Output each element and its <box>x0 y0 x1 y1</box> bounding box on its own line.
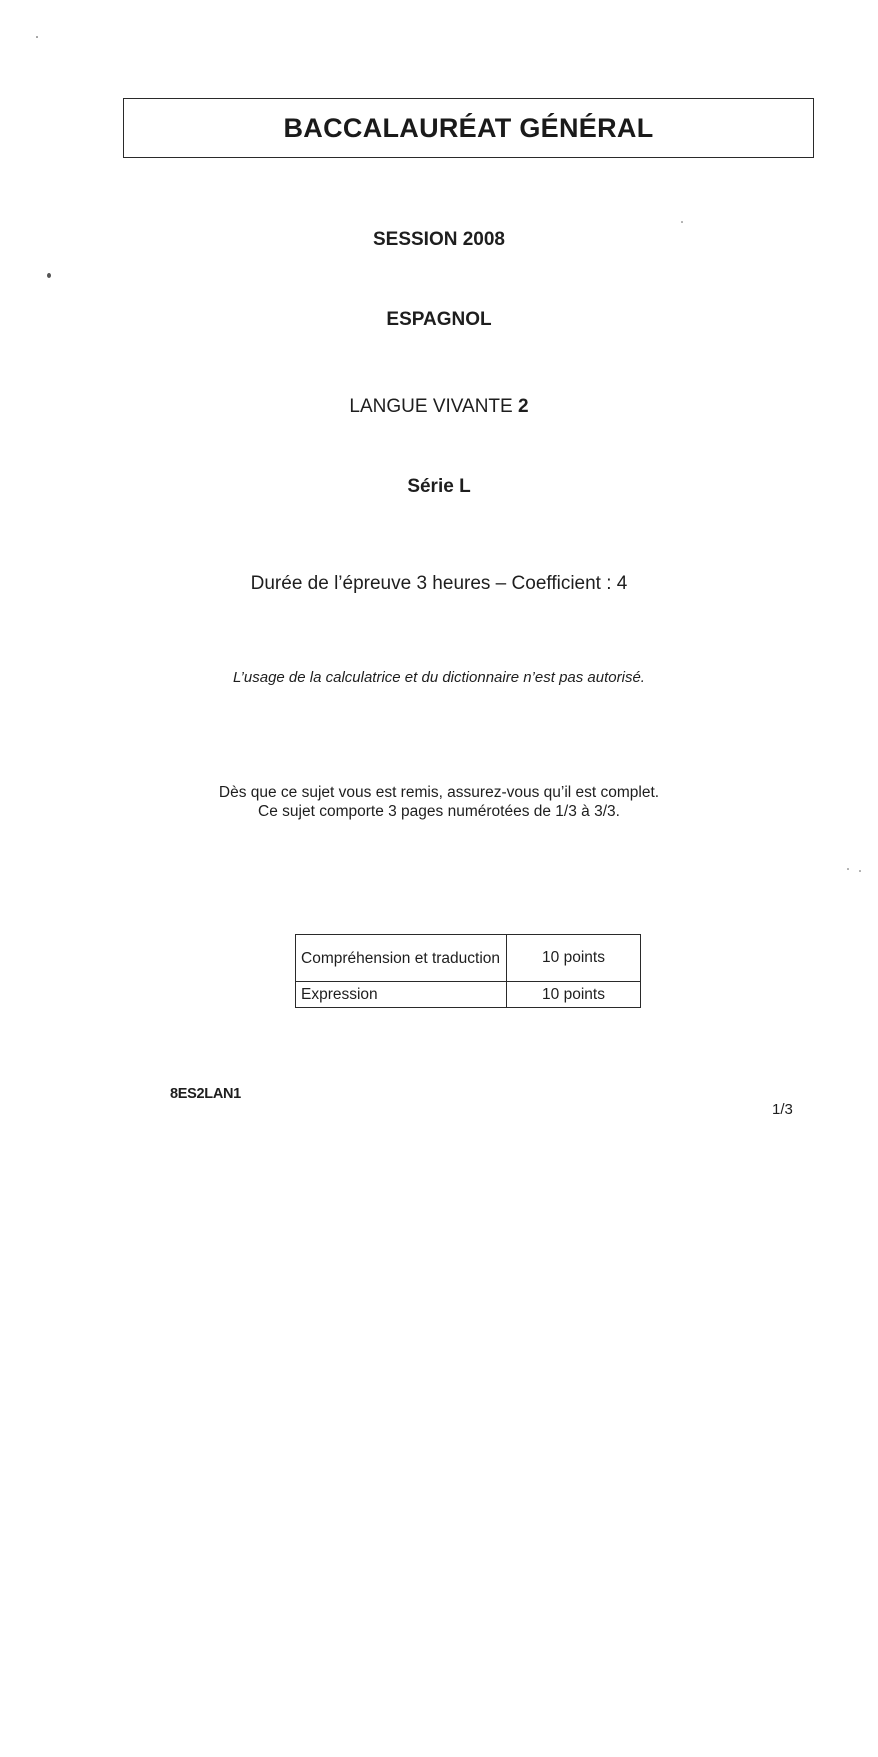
language-level <box>0 396 878 418</box>
table-row <box>296 935 641 982</box>
instruction-line: Dès que ce sujet vous est remis, assurez-vous qu’il est complet. <box>218 784 660 801</box>
title-box <box>123 98 814 158</box>
duration-coefficient: Durée de l’épreuve 3 heures – Coefficient : 4 <box>250 573 628 594</box>
table-cell-part: Compréhension et traduction <box>296 935 507 982</box>
session-heading: SESSION 2008 <box>372 229 506 250</box>
page-number: 1/3 <box>772 1101 793 1118</box>
language-level-label: LANGUE VIVANTE <box>349 396 518 417</box>
scan-speck <box>47 273 51 278</box>
instructions <box>0 783 878 821</box>
calculator-note: L’usage de la calculatrice et du dictionnaire n’est pas autorisé. <box>233 669 645 686</box>
scoring-table <box>295 934 641 1008</box>
serie-heading: Série L <box>407 476 471 497</box>
table-cell-points: 10 points <box>507 935 641 982</box>
instruction-line: Ce sujet comporte 3 pages numérotées de 1/3 à 3/3. <box>258 803 620 820</box>
scan-speck <box>847 868 849 870</box>
scan-speck <box>859 870 861 872</box>
table-cell-points: 10 points <box>507 982 641 1008</box>
subject-heading: ESPAGNOL <box>386 309 492 330</box>
table-cell-part: Expression <box>296 982 507 1008</box>
exam-code: 8ES2LAN1 <box>170 1086 241 1102</box>
page-title: BACCALAURÉAT GÉNÉRAL <box>283 112 654 143</box>
language-level-number: 2 <box>518 396 529 417</box>
table-row <box>296 982 641 1008</box>
scan-speck <box>681 221 683 223</box>
scan-speck <box>36 36 38 38</box>
